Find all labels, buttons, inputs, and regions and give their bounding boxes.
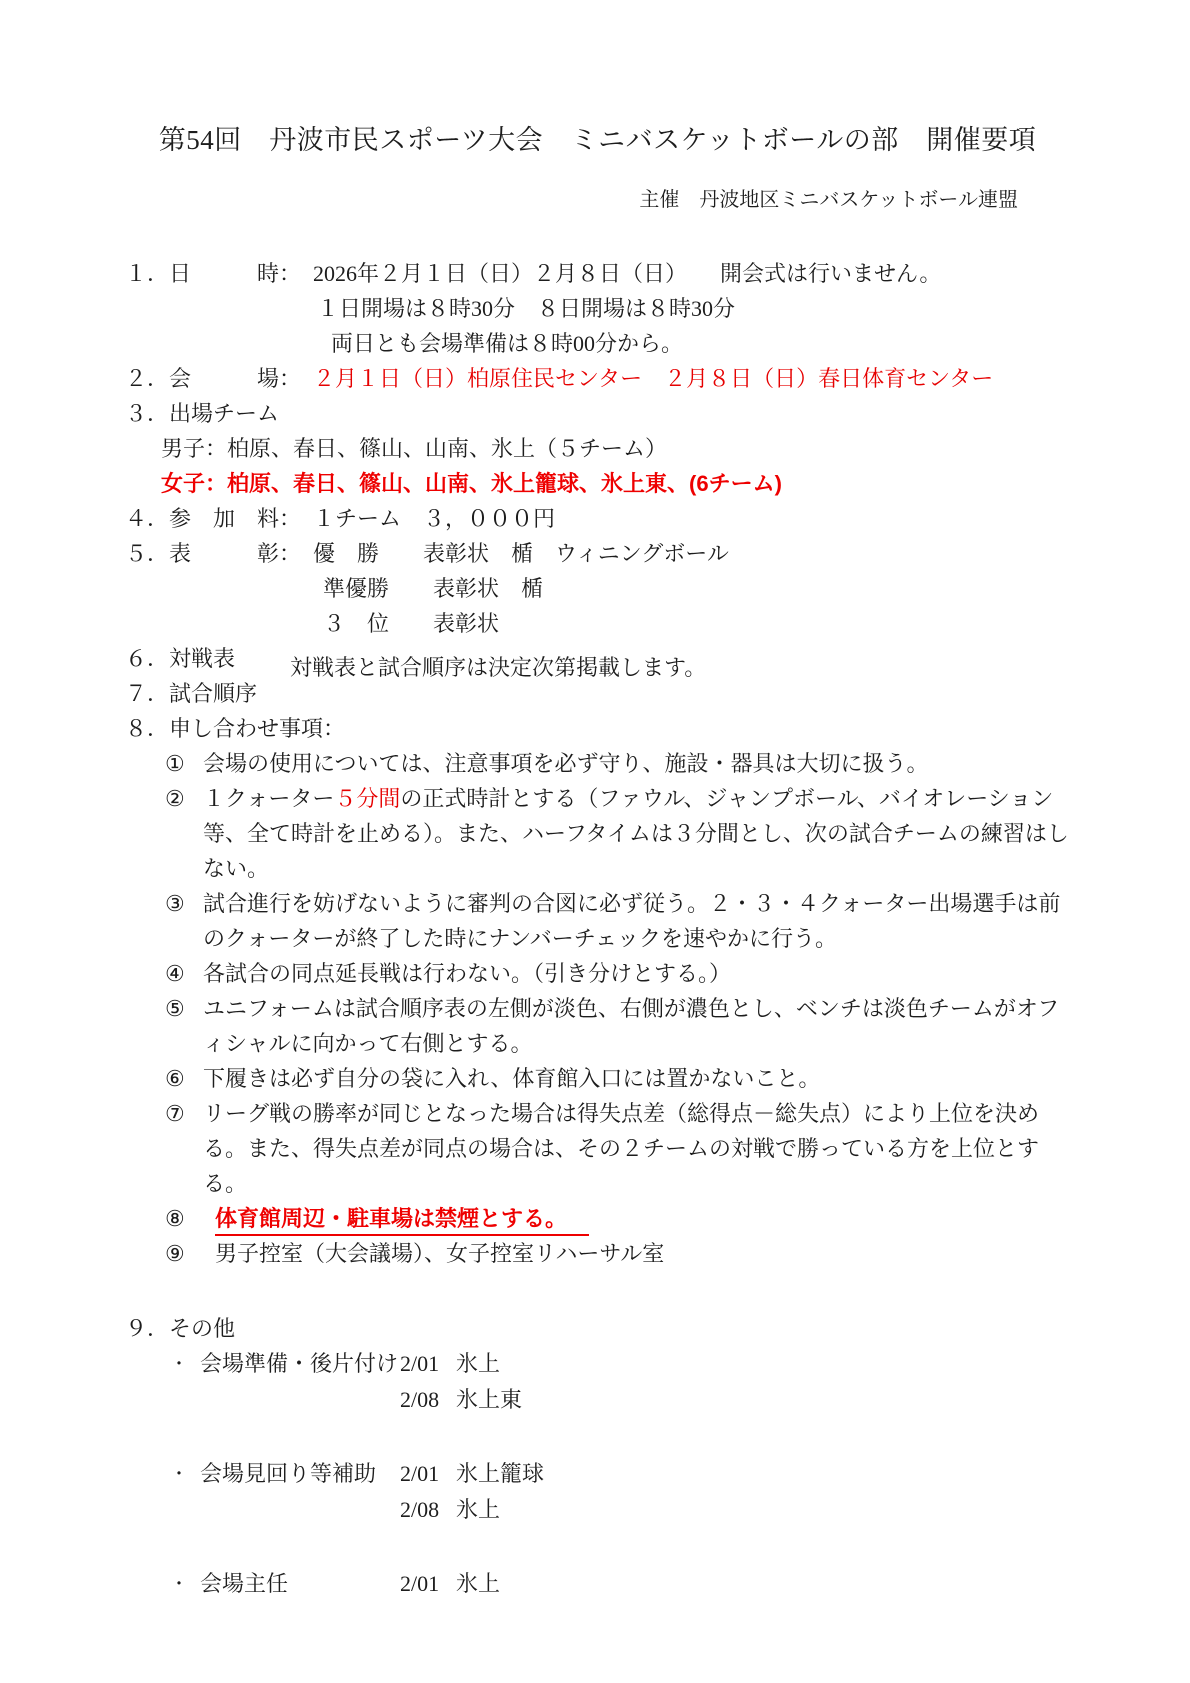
award-row-second: 準優勝 表彰状 楯 <box>323 576 544 601</box>
bracket-note: 対戦表と試合順序は決定次第掲載します。 <box>290 655 707 680</box>
fee-label: ４．参 加 料： <box>125 506 302 531</box>
duty-team: 氷上籠球 <box>456 1461 545 1486</box>
duty-team: 氷上 <box>456 1351 501 1376</box>
rule-item-3 <box>125 886 1070 956</box>
duty-date: 2/08 <box>400 1497 440 1522</box>
datetime-open-times: １日開場は８時30分 ８日開場は８時30分 <box>317 296 736 321</box>
datetime-setup-time: 両日とも会場準備は８時00分から。 <box>331 331 684 356</box>
venue-label: ２．会 場： <box>125 366 302 391</box>
duty-rows <box>400 1566 500 1602</box>
duty-rows <box>400 1456 544 1528</box>
section-5-awards <box>125 536 1070 571</box>
organizer-line: 主催 丹波地区ミニバスケットボール連盟 <box>639 189 1018 211</box>
section-3-teams: ３．出場チーム <box>125 401 280 426</box>
duty-bullet: ・ <box>170 1574 188 1594</box>
rule-text-post: の正式時計とする（ファウル、ジャンプボール、バイオレーション等、全て時計を止める）。また、ハーフタイムは３分間とし、次の試合チームの練習はしない。 <box>203 786 1069 881</box>
rule-red-highlight: ５分間 <box>334 786 401 811</box>
rule-item-7 <box>125 1096 1070 1201</box>
rule-item-6 <box>125 1061 1070 1096</box>
datetime-label: １．日 時： <box>125 261 302 286</box>
duty-item-chief <box>125 1566 1070 1602</box>
awards-label: ５．表 彰： <box>125 541 302 566</box>
duty-task: 会場見回り等補助 <box>200 1461 377 1486</box>
rule-text: ユニフォームは試合順序表の左側が淡色、右側が濃色とし、ベンチは淡色チームがオフィシャルに向かって右側とする。 <box>203 996 1060 1056</box>
rule-number: ③ <box>165 891 185 916</box>
duty-date: 2/08 <box>400 1387 440 1412</box>
teams-men: 男子：柏原、春日、篠山、山南、氷上（５チーム） <box>161 436 668 461</box>
duty-row <box>400 1566 500 1602</box>
duty-item-setup <box>125 1346 1070 1418</box>
section-2-venue <box>125 361 1070 396</box>
duty-team: 氷上 <box>456 1497 501 1522</box>
duty-team: 氷上 <box>456 1571 501 1596</box>
rule-number: ① <box>165 751 185 776</box>
rule-text: 試合進行を妨げないように審判の合図に必ず従う。２・３・４クォーター出場選手は前のクォーターが終了した時にナンバーチェックを速やかに行う。 <box>203 891 1061 951</box>
duty-task: 会場準備・後片付け <box>200 1351 399 1376</box>
datetime-value: 2026年２月１日（日）２月８日（日） 開会式は行いません。 <box>313 261 942 286</box>
award-row-third: ３ 位 表彰状 <box>323 611 500 636</box>
rule-text: 男子控室（大会議場）、女子控室リハーサル室 <box>215 1241 665 1266</box>
duty-row <box>400 1382 522 1418</box>
fee-value: １チーム ３，０００円 <box>313 506 556 531</box>
duty-team: 氷上東 <box>456 1387 523 1412</box>
duty-date: 2/01 <box>400 1571 440 1596</box>
rule-number: ④ <box>165 961 185 986</box>
rule-number: ⑤ <box>165 996 185 1021</box>
duty-bullet: ・ <box>170 1354 188 1374</box>
teams-women: 女子：柏原、春日、篠山、山南、氷上籠球、氷上東、(6チーム) <box>161 471 782 496</box>
section-4-fee <box>125 501 1070 536</box>
rule-item-4 <box>125 956 1070 991</box>
duty-bullet: ・ <box>170 1464 188 1484</box>
award-row-first: 優 勝 表彰状 楯 ウィニングボール <box>313 541 729 566</box>
page-title: 第54回 丹波市民スポーツ大会 ミニバスケットボールの部 開催要項 <box>158 125 1037 155</box>
rule-text: 会場の使用については、注意事項を必ず守り、施設・器具は大切に扱う。 <box>203 751 929 776</box>
smoking-ban-text: 体育館周辺・駐車場は禁煙とする。 <box>215 1204 589 1236</box>
rule-number: ⑧ <box>165 1206 185 1231</box>
rule-text: 下履きは必ず自分の袋に入れ、体育館入口には置かないこと。 <box>203 1066 821 1091</box>
rule-number: ⑥ <box>165 1066 185 1091</box>
rule-item-2 <box>125 781 1070 886</box>
duty-row <box>400 1346 522 1382</box>
rule-text-pre: １クォーター <box>203 786 335 811</box>
document-body <box>125 256 1070 1602</box>
rules-list <box>125 746 1070 1271</box>
venue-value: ２月１日（日）柏原住民センター ２月８日（日）春日体育センター <box>313 366 994 391</box>
rule-number: ⑨ <box>165 1241 185 1266</box>
rule-text: 各試合の同点延長戦は行わない。（引き分けとする。） <box>203 961 732 986</box>
rule-number: ⑦ <box>165 1101 185 1126</box>
duty-date: 2/01 <box>400 1351 440 1376</box>
duty-item-patrol <box>125 1456 1070 1528</box>
rule-item-5 <box>125 991 1070 1061</box>
rule-item-1 <box>125 746 1070 781</box>
rule-item-9 <box>125 1236 1070 1271</box>
duty-row <box>400 1492 544 1528</box>
section-9-other-heading: ９．その他 <box>125 1316 236 1341</box>
duty-row <box>400 1456 544 1492</box>
duty-task: 会場主任 <box>200 1571 289 1596</box>
bracket-label: ６．対戦表 <box>125 646 236 671</box>
section-6-bracket <box>125 641 1070 680</box>
section-1-datetime <box>125 256 1070 291</box>
duty-date: 2/01 <box>400 1461 440 1486</box>
rule-text: リーグ戦の勝率が同じとなった場合は得失点差（総得点－総失点）により上位を決める。また、得失点差が同点の場合は、その２チームの対戦で勝っている方を上位とする。 <box>203 1101 1040 1196</box>
duty-rows <box>400 1346 522 1418</box>
section-7-order: ７．試合順序 <box>125 681 258 706</box>
rule-number: ② <box>165 786 185 811</box>
rule-item-8-smoking-ban <box>125 1201 1070 1236</box>
section-8-rules-heading: ８．申し合わせ事項： <box>125 716 346 741</box>
